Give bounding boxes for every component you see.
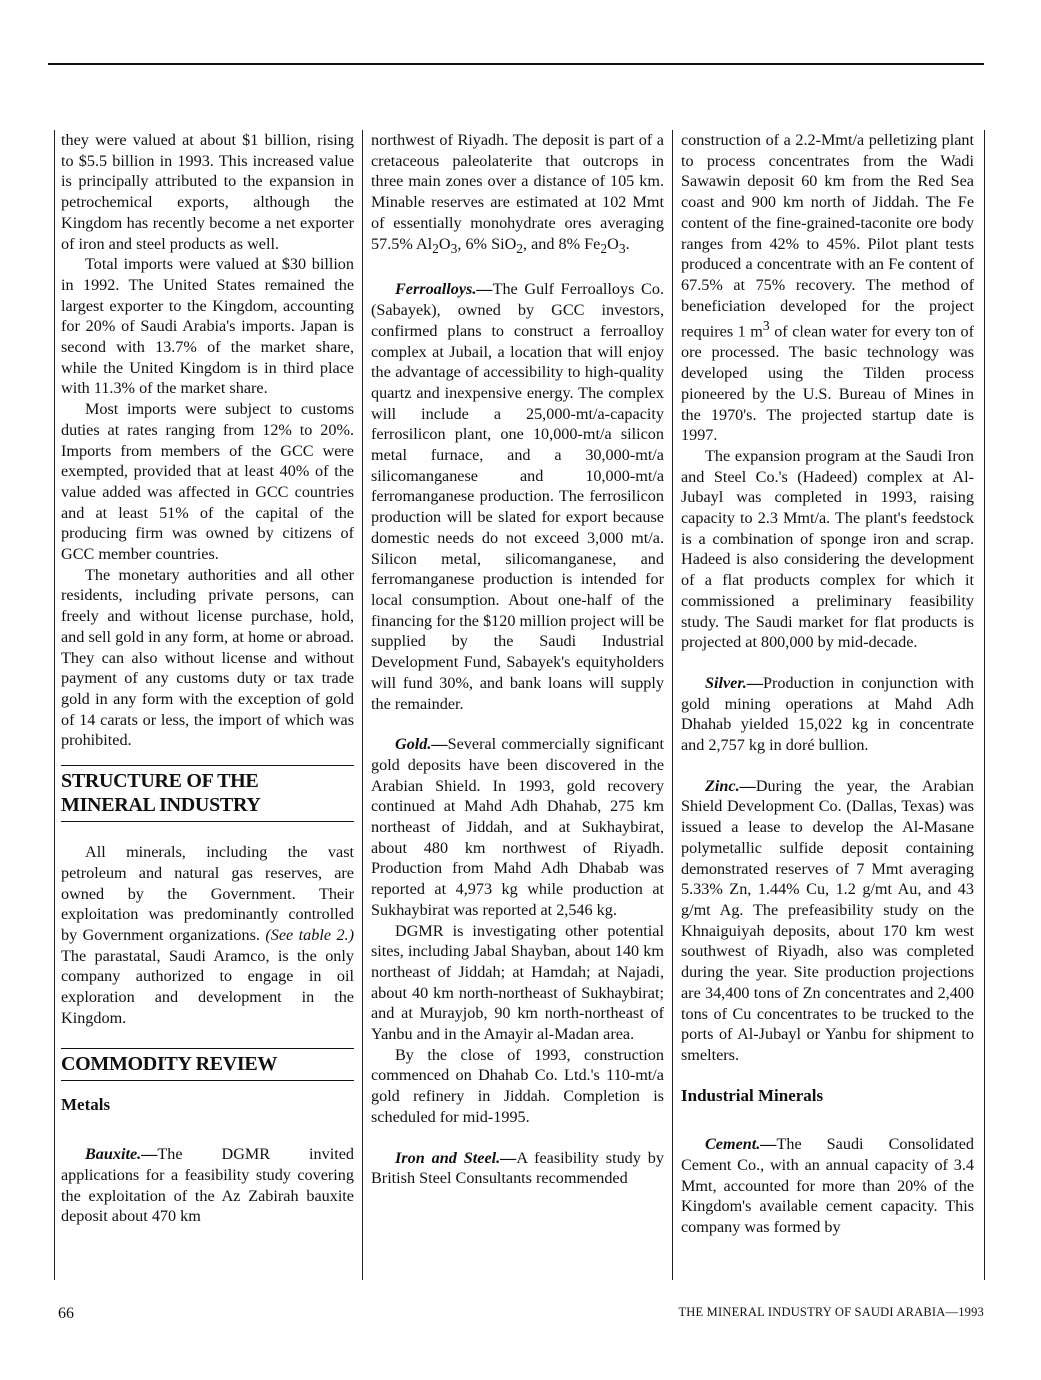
paragraph [61, 842, 354, 1028]
text: During the year, the Arabian Shield Development Co. (Dallas, Texas) was issued a lease to develop the Al-Masane polymetallic sulfide deposit containing demonstrated reserves of 7 Mmt averaging 5.33% Zn, 1.44% Cu, 1.2 g/mt Au, and 43 g/mt Ag. The prefeasibility study on the Khnaiguiyah deposits, about 170 km west southwest of Riyadh, also was completed during the year. Site production projections are 34,400 tons of Zn concentrates and 2,400 tons of Cu concentrates to be trucked to the ports of Al-Jubayl or Yanbu for shipment to smelters. [681, 776, 974, 1064]
text: northwest of Riyadh. The deposit is part of a cretaceous paleolaterite that outcrops in three main zones over a distance of 105 km. Minable reserves are estimated at 102 Mmt of essentially monohydrate ores averaging 57.5% Al [371, 131, 664, 253]
text: A feasibility study by British Steel Consultants recommended [371, 1148, 664, 1188]
running-title: THE MINERAL INDUSTRY OF SAUDI ARABIA—1993 [678, 1305, 984, 1319]
subheading-industrial-minerals: Industrial Minerals [681, 1085, 824, 1105]
subscript: 2 [600, 240, 608, 256]
paragraph [371, 130, 664, 259]
superscript: 3 [762, 318, 770, 334]
paragraph-gold [371, 734, 664, 920]
column-rule-1 [362, 130, 363, 1280]
text: Production in conjunction with gold mining operations at Mahd Adh Dhahab yielded 15,022 kg in concentrate and 2,757 kg in doré bullion. [681, 673, 974, 755]
runin-iron-steel: Iron and Steel.— [395, 1148, 517, 1167]
runin-ferroalloys: Ferroalloys.— [395, 280, 493, 299]
text: O [438, 234, 451, 253]
text: The Gulf Ferroalloys Co. (Sabayek), owned by GCC investors, confirmed plans to construct a ferroalloy complex at Jubail, a location that will enjoy the advantage of accessibility to high-quality quartz and inexpensive energy. The complex will include a 25,000-mt/a-capacity ferrosilicon plant, one 10,000-mt/a silicon metal furnace, and a 30,000-mt/a silicomanganese and 10,000-mt/a ferromanganese production. The ferrosilicon production will be slated for export because domestic needs do not exceed 3,000 mt/a. Silicon metal, silicomanganese, and ferromanganese production is intended for local consumption. About one-half of the financing for the $120 million project will be supplied by the Saudi Industrial Development Fund, Sabayek's equityholders will fund 30%, and bank loans will supply the remainder. [371, 280, 664, 713]
runin-bauxite: Bauxite.— [85, 1145, 158, 1164]
section-heading-structure: STRUCTURE OF THE MINERAL INDUSTRY [61, 765, 354, 822]
text: Several commercially significant gold deposits have been discovered in the Arabian Shield. In 1993, gold recovery continued at Mahd Adh Dhahab, 275 km northeast of Jiddah, and at Sukhaybirat, about 480 km northwest of Riyadh. Production from Mahd Adh Dhabab was reported at 4,973 kg while production at Sukhaybirat was reported at 2,546 kg. [371, 735, 664, 919]
page-number: 66 [58, 1305, 74, 1322]
paragraph: they were valued at about $1 billion, rising to $5.5 billion in 1993. This increased value is principally attributed to the expansion in petrochemical exports, although the Kingdom has recently become a net exporter of iron and steel products as well. [61, 131, 354, 253]
text: , and 8% Fe [523, 234, 601, 253]
paragraph: Total imports were valued at $30 billion in 1992. The United States remained the largest exporter to the Kingdom, accounting for 20% of Saudi Arabia's imports. Japan is second with 13.7% of the market share, while the United Kingdom is in third place with 11.3% of the market share. [61, 255, 354, 398]
runin-silver: Silver.— [705, 673, 764, 692]
text: The Saudi Consolidated Cement Co., with an annual capacity of 3.4 Mmt, accounted for more than 20% of the Kingdom's available cement capacity. This company was formed by [681, 1135, 974, 1237]
subscript: 2 [432, 240, 439, 256]
paragraph: By the close of 1993, construction commenced on Dhahab Co. Ltd.'s 110-mt/a gold refinery in Jiddah. Completion is scheduled for mid-1995. [371, 1045, 664, 1126]
subscript: 2 [516, 240, 524, 256]
text: , 6% SiO [457, 234, 517, 253]
text: construction of a 2.2-Mmt/a pelletizing plant to process concentrates from the Wadi Sawawin deposit 60 km from the Red Sea coast and 900 km north of Jiddah. The Fe content of the fine-grained-taconite ore body ranges from 42% to 45%. Pilot plant tests produced a concentrate with an Fe content of 67.5% at 75% recovery. The method of beneficiation developed for the project requires 1 m [681, 131, 974, 341]
runin-cement: Cement.— [705, 1135, 777, 1154]
paragraph-silver [681, 673, 974, 756]
paragraph-cement [681, 1134, 974, 1238]
paragraph: DGMR is investigating other potential sites, including Jabal Shayban, about 140 km northeast of Jiddah; at Hamdah; at Najadi, about 40 km north-northeast of Sukhaybirat; and at Murayjob, 90 km north-northeast of Yanbu and in the Amayir al-Madan area. [371, 921, 664, 1044]
section-heading-commodity: COMMODITY REVIEW [61, 1048, 354, 1081]
paragraph-iron-steel [371, 1148, 664, 1189]
column-2 [371, 130, 664, 1280]
column-rule-left [54, 130, 55, 1280]
subscript: 3 [618, 240, 626, 256]
runin-zinc: Zinc.— [705, 776, 756, 795]
paragraph [681, 130, 974, 446]
subscript: 3 [450, 240, 458, 256]
subheading-metals: Metals [61, 1095, 111, 1115]
table-reference: (See table 2.) [265, 925, 354, 944]
paragraph: The monetary authorities and all other residents, including private persons, can freely and without license purchase, hold, and sell gold in any form, at home or abroad. They can also without license and without payment of any customs duty or tax trade gold in any form with the exception of gold of 14 carats or less, the import of which was prohibited. [61, 565, 354, 750]
paragraph-ferroalloys [371, 279, 664, 714]
text: of clean water for every ton of ore processed. The basic technology was developed using the Tilden process pioneered by the U.S. Bureau of Mines in the 1970's. The projected startup date is 1997. [681, 322, 974, 445]
paragraph-zinc [681, 776, 974, 1066]
text: The parastatal, Saudi Aramco, is the only company authorized to engage in oil exploration and development in the Kingdom. [61, 946, 354, 1027]
text: . [625, 234, 630, 253]
runin-gold: Gold.— [395, 735, 448, 754]
column-rule-2 [672, 130, 673, 1280]
column-3 [681, 130, 974, 1280]
paragraph: Most imports were subject to customs duties at rates ranging from 12% to 20%. Imports from members of the GCC were exempted, provided that at least 40% of the value added was affected in GCC countries and at least 51% of the capital of the producing firm was owned by citizens of GCC member countries. [61, 400, 354, 564]
column-rule-right [984, 130, 985, 1280]
paragraph: The expansion program at the Saudi Iron and Steel Co.'s (Hadeed) complex at Al-Jubayl was completed in 1993, raising capacity to 2.3 Mmt/a. The plant's feedstock is a combination of sponge iron and scrap. Hadeed is also considering the development of a flat products complex for which it commissioned a preliminary feasibility study. The Saudi market for flat products is projected at 800,000 by mid-decade. [681, 446, 974, 652]
top-rule [48, 63, 984, 65]
text: O [607, 234, 619, 253]
paragraph-bauxite [61, 1144, 354, 1227]
column-1 [61, 130, 354, 1280]
text: The DGMR invited applications for a feasibility study covering the exploitation of the Az Zabirah bauxite deposit about 470 km [61, 1145, 354, 1226]
text: All minerals, including the vast petroleum and natural gas reserves, are owned by the Government. Their exploitation was predominantly controlled by Government organizations. [61, 843, 354, 944]
